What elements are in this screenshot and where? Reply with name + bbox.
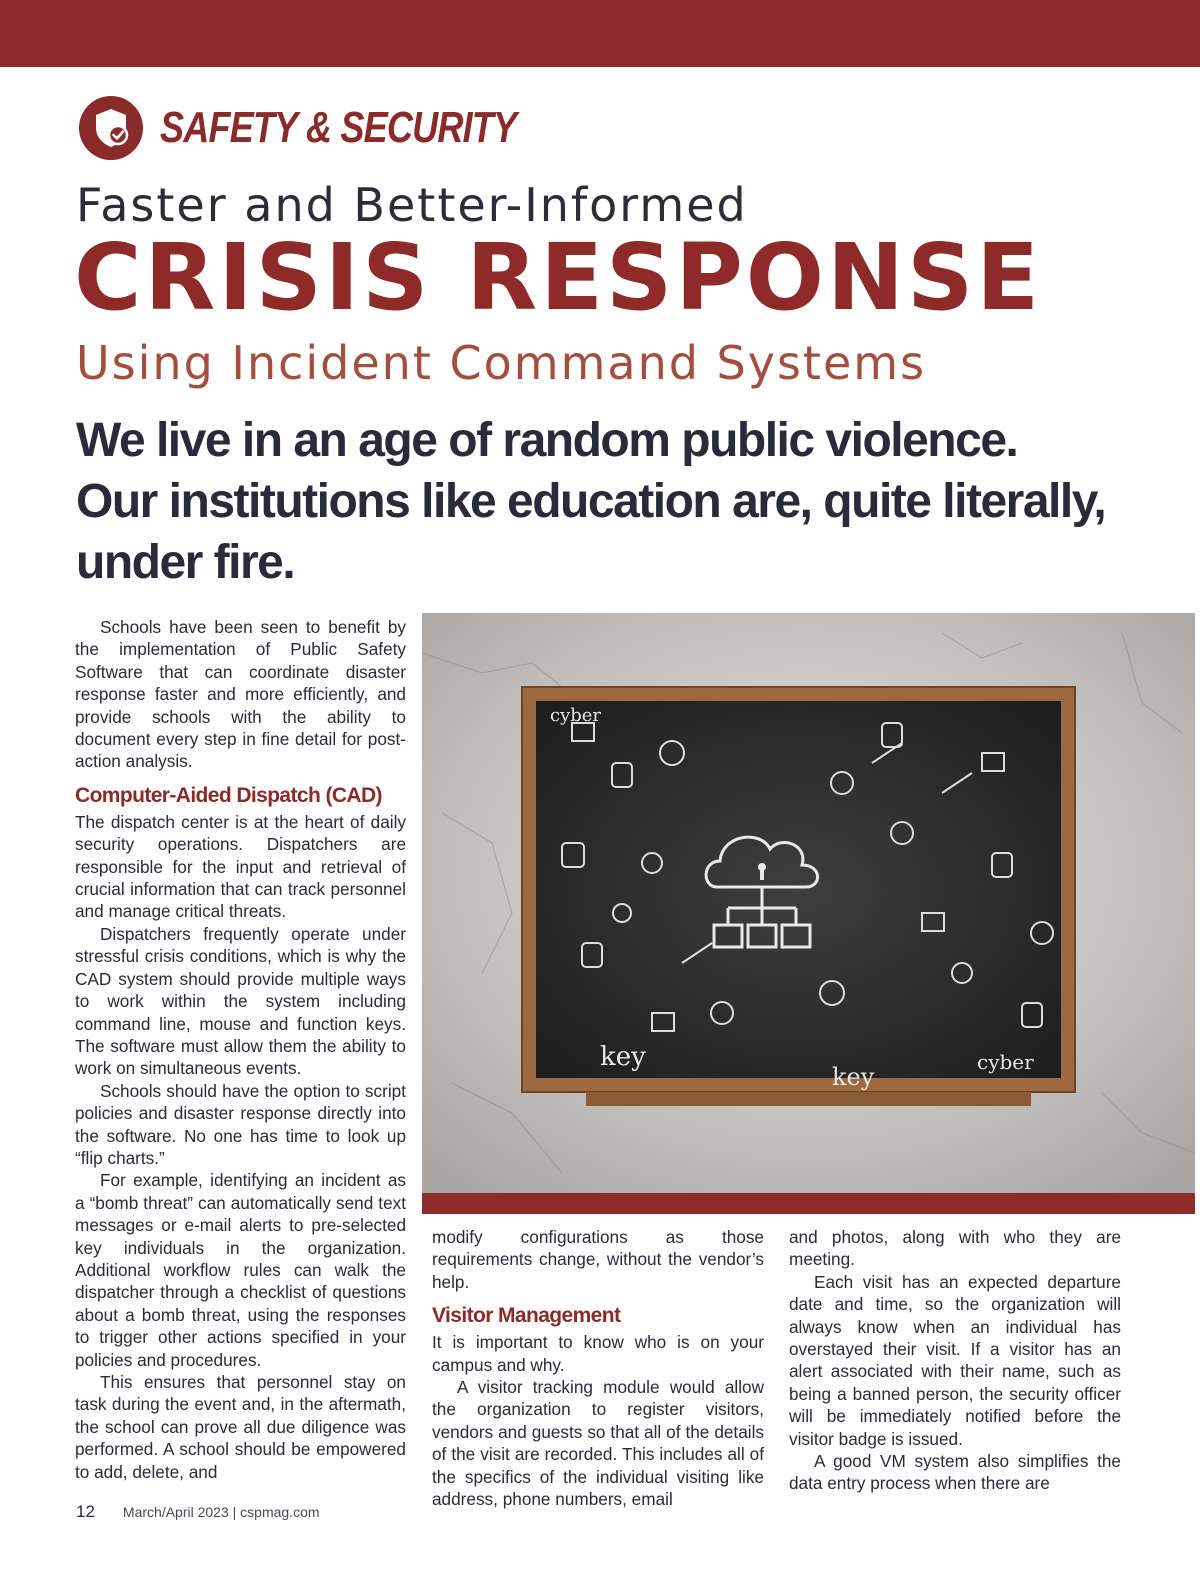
section-tag bbox=[78, 95, 594, 161]
body-paragraph: For example, identifying an incident as a “bomb threat” can automatically send text messages or e-mail alerts to pre-selected key individuals in the organization. Additional workflow rules can walk the dispatcher through a checklist of questions about a bomb threat, using the responses to trigger other actions specified in your policies and procedures. bbox=[75, 1170, 406, 1370]
chalk-word: cyber bbox=[977, 1050, 1034, 1074]
photo-rule bbox=[422, 1193, 1195, 1214]
title-kicker: Faster and Better-Informed bbox=[76, 178, 748, 232]
section-heading-visitor-management: Visitor Management bbox=[432, 1304, 621, 1328]
article-column-3 bbox=[789, 1226, 1121, 1495]
body-paragraph: modify configurations as those requirements change, without the vendor’s help. bbox=[432, 1227, 764, 1292]
page-number: 12 bbox=[76, 1502, 95, 1521]
body-paragraph: A visitor tracking module would allow the organization to register visitors, vendors and guests so that all of the details of the visit are recorded. This includes all of the specifics of the individual visiting like address, phone numbers, email bbox=[432, 1377, 764, 1510]
article-column-1 bbox=[75, 616, 406, 1483]
section-heading-cad: Computer-Aided Dispatch (CAD) bbox=[75, 783, 382, 807]
body-paragraph: A good VM system also simplifies the data entry process when there are bbox=[789, 1451, 1121, 1494]
body-paragraph: The dispatch center is at the heart of daily security operations. Dispatchers are responsible for the input and retrieval of crucial information that can track personnel and manage critical threats. bbox=[75, 811, 406, 922]
page-footer bbox=[76, 1502, 320, 1526]
lede-line: Our institutions like education are, quite literally, bbox=[76, 475, 1106, 528]
body-paragraph: Dispatchers frequently operate under stressful crisis conditions, which is why the CAD system should provide multiple ways to work within the system including command line, mouse and function keys. The software must allow them the ability to work on simultaneous events. bbox=[75, 923, 406, 1079]
chalkboard-photo bbox=[422, 613, 1195, 1193]
article-column-2 bbox=[432, 1226, 764, 1510]
body-paragraph: It is important to know who is on your campus and why. bbox=[432, 1332, 764, 1375]
chalk-word: cyber bbox=[550, 705, 602, 726]
lede-line: under fire. bbox=[76, 536, 295, 589]
body-paragraph: This ensures that personnel stay on task during the event and, in the aftermath, the school can prove all due diligence was performed. A school should be empowered to add, delete, and bbox=[75, 1372, 406, 1482]
lede-line: We live in an age of random public violence. bbox=[76, 414, 1018, 467]
section-label: SAFETY & SECURITY bbox=[160, 103, 517, 152]
top-color-band bbox=[0, 0, 1200, 67]
chalk-word: key bbox=[600, 1042, 646, 1072]
page-title: CRISIS RESPONSE bbox=[74, 224, 1043, 331]
body-paragraph: and photos, along with who they are meeting. bbox=[789, 1227, 1121, 1270]
shield-check-icon bbox=[78, 95, 144, 161]
chalkboard-illustration bbox=[422, 613, 1195, 1193]
body-paragraph: Each visit has an expected departure date and time, so the organization will always know when an individual has overstayed their visit. If a visitor has an alert associated with their name, such as being a banned person, the security officer will be immediately notified before the visitor badge is issued. bbox=[789, 1271, 1121, 1449]
title-subhead: Using Incident Command Systems bbox=[76, 336, 927, 390]
issue-line: March/April 2023 | cspmag.com bbox=[122, 1504, 320, 1520]
lede bbox=[76, 410, 1126, 593]
body-paragraph: Schools should have the option to script policies and disaster response directly into the software. No one has time to look up “flip charts.” bbox=[75, 1080, 406, 1168]
chalk-word: key bbox=[832, 1063, 875, 1091]
body-paragraph: Schools have been seen to benefit by the implementation of Public Safety Software that can coordinate disaster response faster and more efficiently, and provide schools with the ability to document every step in fine detail for post-action analysis. bbox=[75, 617, 406, 772]
